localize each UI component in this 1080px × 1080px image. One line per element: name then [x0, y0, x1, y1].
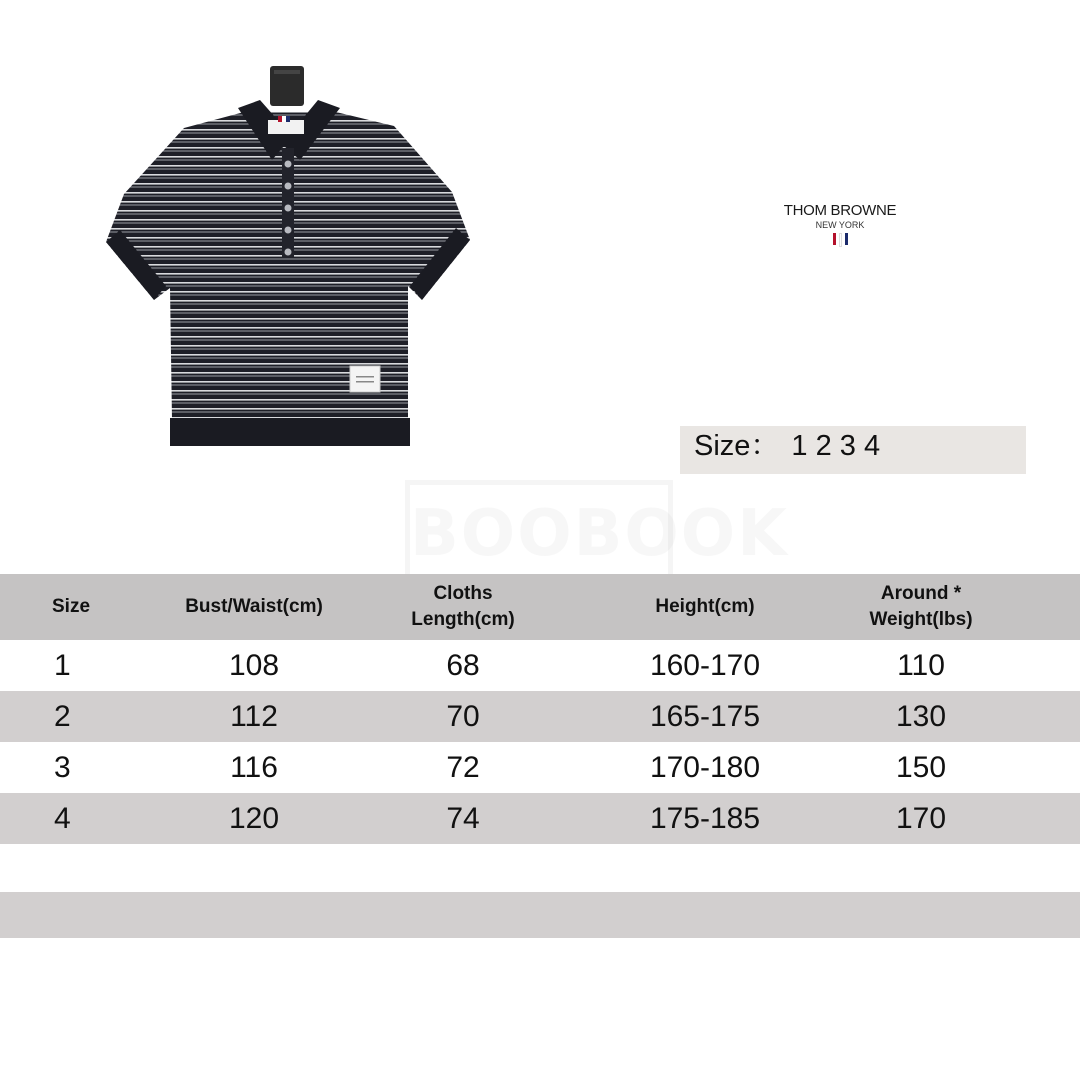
flag-stripe-blue: [845, 233, 848, 245]
table-row: [0, 742, 1080, 793]
size-values: 1 2 3 4: [791, 430, 881, 462]
cell-bust-waist: 112: [230, 699, 278, 733]
cell-height: 160-170: [649, 648, 761, 682]
header-cloths-length-line2: Length(cm): [411, 609, 515, 630]
size-chart-table: [0, 574, 1080, 844]
cell-weight: 150: [895, 750, 947, 784]
size-label: Size：: [694, 430, 780, 462]
cell-length: 72: [446, 750, 480, 784]
tricolor-flag-icon: [760, 233, 920, 247]
empty-footer-bar: [0, 892, 1080, 938]
size-range-box: [680, 426, 1026, 474]
flag-stripe-white: [839, 233, 842, 247]
cell-size: 1: [54, 648, 71, 682]
watermark: BOOBOOK: [405, 480, 673, 588]
cell-length: 68: [446, 648, 480, 682]
cell-bust-waist: 108: [228, 648, 280, 682]
table-row: [0, 640, 1080, 691]
cell-size: 4: [54, 801, 71, 835]
cell-length: 74: [446, 801, 480, 835]
flag-stripe-red: [833, 233, 836, 245]
header-height: Height(cm): [655, 596, 755, 617]
cell-height: 175-185: [649, 801, 761, 835]
header-weight: [830, 574, 1012, 640]
brand-subtitle: NEW YORK: [815, 220, 865, 230]
cell-bust-waist: 120: [228, 801, 280, 835]
cell-weight: 110: [897, 648, 945, 682]
header-cloths-length-line1: Cloths: [433, 583, 493, 604]
cell-weight: 170: [895, 801, 947, 835]
cell-size: 2: [54, 699, 71, 733]
table-header-row: [0, 574, 1080, 640]
brand-logo: [760, 202, 920, 247]
cell-height: 170-180: [649, 750, 761, 784]
brand-name: THOM BROWNE: [783, 202, 897, 219]
cell-length: 70: [446, 699, 480, 733]
table-row: [0, 691, 1080, 742]
header-weight-line1: Around *: [880, 583, 962, 604]
cell-weight: 130: [895, 699, 947, 733]
cell-height: 165-175: [649, 699, 761, 733]
table-row: [0, 793, 1080, 844]
cell-bust-waist: 116: [230, 750, 278, 784]
header-weight-line2: Weight(lbs): [869, 609, 973, 630]
header-cloths-length: [378, 574, 548, 640]
header-bust-waist: Bust/Waist(cm): [185, 596, 323, 617]
cell-size: 3: [54, 750, 71, 784]
header-size: Size: [52, 596, 91, 617]
product-image: [104, 64, 472, 448]
